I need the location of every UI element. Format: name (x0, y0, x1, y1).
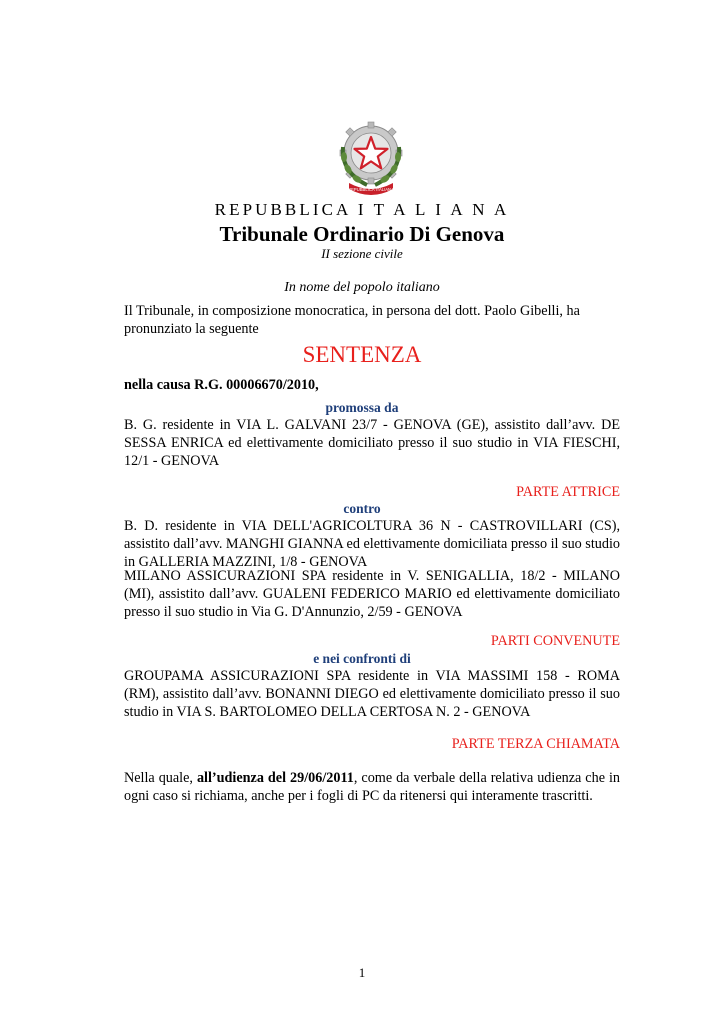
third-party-role: PARTE TERZA CHIAMATA (451, 736, 620, 752)
closing-post: , come da verbale della relativa udienza che in ogni caso si richiama, anche per i fogli di PC da ritenersi qui interamente trascritti. (124, 770, 620, 804)
page-number: 1 (358, 965, 366, 980)
closing-pre: Nella quale, (124, 770, 197, 786)
in-name-of-people: In nome del popolo italiano (284, 280, 440, 295)
third-party-details: GROUPAMA ASSICURAZIONI SPA residente in VIA MASSIMI 158 - ROMA (RM), assistito dall’avv. BONANNI DIEGO ed elettivamente domiciliato presso il suo studio in VIA S. BARTOLOMEO DELLA CERTOSA N. 2 - GENOVA (124, 668, 620, 720)
promossa-label: promossa da (325, 400, 399, 415)
plaintiff-role: PARTE ATTRICE (516, 484, 620, 500)
contro-label: contro (343, 501, 381, 516)
emblem-ribbon-text: REPUBBLICA ITALIANA (348, 187, 394, 192)
confronti-label: e nei confronti di (313, 651, 411, 666)
defendant-2-details: MILANO ASSICURAZIONI SPA residente in V. SENIGALLIA, 18/2 - MILANO (MI), assistito dall’avv. GUALENI FEDERICO MARIO ed elettivamente domiciliato presso il suo studio in Via G. D'Annunzio, 2/59 - GENOVA (124, 568, 620, 620)
republic-heading: REPUBBLICA I T A L I A N A (214, 200, 510, 219)
plaintiff-details: B. G. residente in VIA L. GALVANI 23/7 - GENOVA (GE), assistito dall’avv. DE SESSA ENRICA ed elettivamente domiciliato presso il suo studio in VIA FIESCHI, 12/1 - GENOVA (124, 417, 620, 469)
case-number: nella causa R.G. 00006670/2010, (124, 377, 319, 393)
italian-republic-emblem-icon (331, 117, 411, 197)
case-number-line (124, 376, 620, 394)
closing-paragraph (124, 769, 620, 805)
court-section: II sezione civile (321, 246, 403, 261)
intro-paragraph: Il Tribunale, in composizione monocratica, in persona del dott. Paolo Gibelli, ha pronunziato la seguente (124, 303, 580, 337)
document-title: SENTENZA (302, 342, 422, 367)
court-name: Tribunale Ordinario Di Genova (219, 222, 505, 246)
defendant-1-details: B. D. residente in VIA DELL'AGRICOLTURA 36 N - CASTROVILLARI (CS), assistito dall’avv. MANGHI GIANNA ed elettivamente domiciliata presso il suo studio in GALLERIA MAZZINI, 1/8 - GENOVA (124, 518, 620, 570)
hearing-date: all’udienza del 29/06/2011 (196, 770, 354, 786)
defendants-role: PARTI CONVENUTE (490, 633, 620, 649)
